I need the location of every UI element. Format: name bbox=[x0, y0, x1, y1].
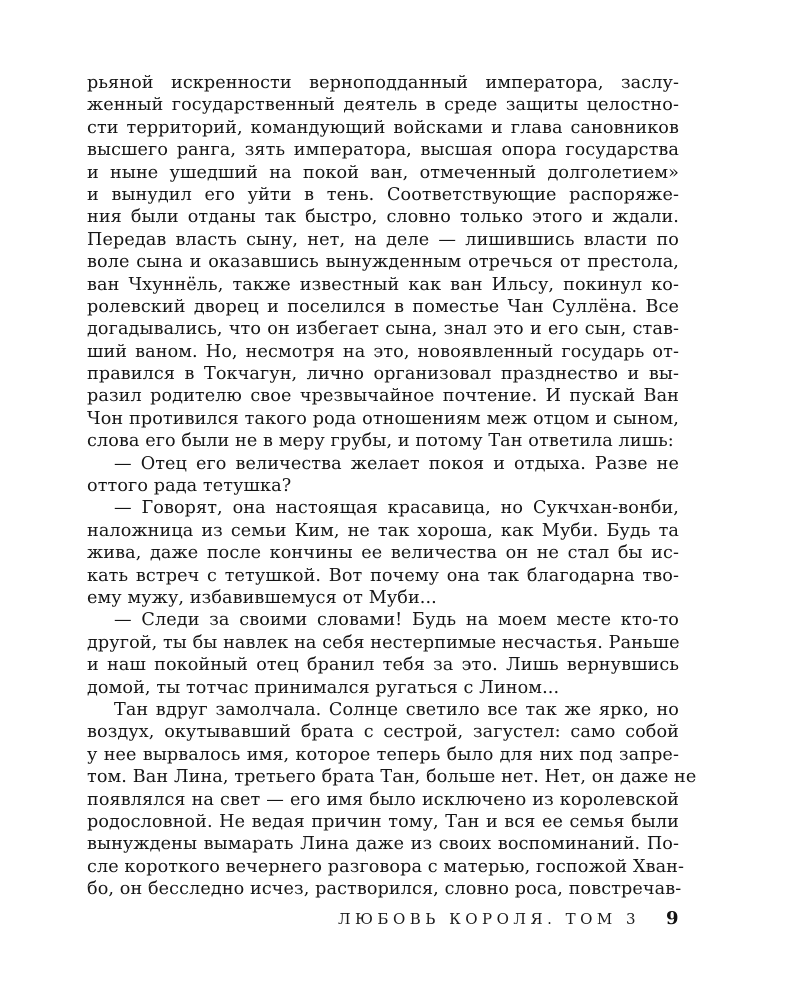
text-line: высшего ранга, зять императора, высшая опора государства bbox=[87, 140, 679, 161]
text-line: и наш покойный отец бранил тебя за это. Лишь вернувшись bbox=[87, 655, 679, 676]
text-line: вынуждены вымарать Лина даже из своих воспоминаний. По- bbox=[87, 834, 679, 855]
text-line: у нее вырвалось имя, которое теперь было для них под запре- bbox=[87, 744, 679, 765]
text-line: ему мужу, избавившемуся от Муби... bbox=[87, 587, 437, 608]
text-line: Передав власть сыну, нет, на деле — лишившись власти по bbox=[87, 229, 679, 250]
text-line: сти территорий, командующий войсками и глава сановников bbox=[87, 117, 679, 138]
running-title: ЛЮБОВЬ КОРОЛЯ. ТОМ 3 bbox=[338, 910, 641, 928]
text-line: слова его были не в меру грубы, и потому Тан ответила лишь: bbox=[87, 431, 674, 452]
text-line: воле сына и оказавшись вынужденным отречься от престола, bbox=[87, 252, 679, 273]
dialogue-line: — Следи за своими словами! Будь на моем месте кто-то bbox=[114, 610, 679, 631]
text-line: разил родителю свое чрезвычайное почтение. И пускай Ван bbox=[87, 386, 679, 407]
text-line: сле короткого вечернего разговора с матерью, госпожой Хван- bbox=[87, 856, 685, 877]
text-line: Чон противился такого рода отношениям меж отцом и сыном, bbox=[87, 408, 679, 429]
text-line: догадывались, что он избегает сына, знал это и его сын, став- bbox=[87, 319, 679, 340]
text-line: ван Чхуннёль, также известный как ван Ильсу, покинул ко- bbox=[87, 274, 679, 295]
text-line: бо, он бесследно исчез, растворился, словно роса, повстречав- bbox=[87, 879, 682, 900]
body-text bbox=[87, 72, 697, 900]
dialogue-line: — Отец его величества желает покоя и отдыха. Разве не bbox=[114, 453, 679, 474]
text-line: женный государственный деятель в среде защиты целостно- bbox=[87, 95, 679, 116]
text-line: и вынудил его уйти в тень. Соответствующие распоряже- bbox=[87, 184, 679, 205]
text-line: кать встреч с тетушкой. Вот почему она так благодарна тво- bbox=[87, 565, 679, 586]
text-line: жива, даже после кончины ее величества он не стал бы ис- bbox=[87, 543, 679, 564]
text-line: родословной. Не ведая причин тому, Тан и вся ее семья были bbox=[87, 811, 679, 832]
text-line: правился в Токчагун, лично организовал празднество и вы- bbox=[87, 364, 679, 385]
page-number: 9 bbox=[666, 908, 679, 929]
text-line: ния были отданы так быстро, словно только этого и ждали. bbox=[87, 207, 679, 228]
text-line: и ныне ушедший на покой ван, отмеченный долголетием» bbox=[87, 162, 679, 183]
text-line: том. Ван Лина, третьего брата Тан, больше нет. Нет, он даже не bbox=[87, 767, 697, 788]
text-line: появлялся на свет — его имя было исключено из королевской bbox=[87, 789, 679, 810]
page-footer bbox=[0, 904, 800, 934]
dialogue-line: — Говорят, она настоящая красавица, но Сукчхан-вонби, bbox=[114, 498, 679, 519]
text-line: домой, ты тотчас принимался ругаться с Лином... bbox=[87, 677, 560, 698]
text-line: наложница из семьи Ким, не так хороша, как Муби. Будь та bbox=[87, 520, 679, 541]
text-line: воздух, окутывавший брата с сестрой, загустел: само собой bbox=[87, 722, 679, 743]
text-line: ролевский дворец и поселился в поместье Чан Суллёна. Все bbox=[87, 296, 679, 317]
text-line: рьяной искренности верноподданный императора, заслу- bbox=[87, 73, 679, 93]
paragraph-start-line: Тан вдруг замолчала. Солнце светило все так же ярко, но bbox=[114, 699, 679, 720]
text-line: оттого рада тетушка? bbox=[87, 476, 292, 497]
text-line: ший ваном. Но, несмотря на это, новоявленный государь от- bbox=[87, 341, 679, 362]
text-line: другой, ты бы навлек на себя нестерпимые несчастья. Раньше bbox=[87, 632, 680, 653]
